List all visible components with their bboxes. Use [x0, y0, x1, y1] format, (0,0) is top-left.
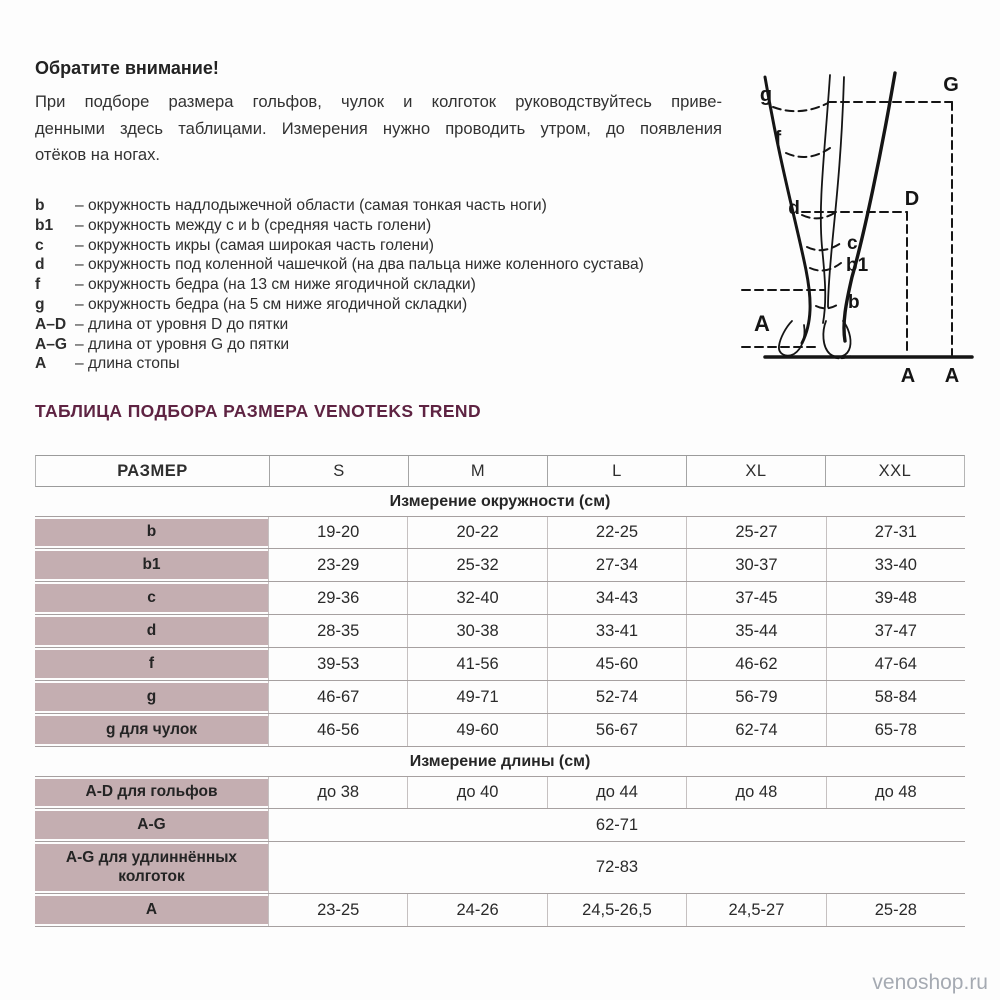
row-header: b1 — [35, 551, 268, 579]
legend-key: b — [35, 197, 45, 214]
row-header-cell — [35, 842, 268, 893]
legend-key: A — [35, 355, 47, 373]
table-title: ТАБЛИЦА ПОДБОРА РАЗМЕРА VENOTEKS TREND — [35, 401, 481, 421]
legend-item — [35, 295, 740, 315]
diagram-label-G: G — [943, 74, 959, 96]
legend-desc: – длина от уровня D до пятки — [75, 315, 289, 333]
legend-item — [35, 216, 740, 236]
diagram-label-A-bottom2: A — [944, 365, 960, 387]
legend-desc: – окружность между с и b (средняя часть голени) — [75, 216, 432, 234]
diagram-label-d: d — [788, 198, 800, 219]
row-header-cell — [35, 714, 268, 746]
table-cell: 27-34 — [547, 549, 686, 581]
header-size-col: M — [408, 456, 547, 486]
table-cell: 41-56 — [407, 648, 546, 680]
legend-key: A–G — [35, 335, 68, 353]
legend-key: g — [35, 295, 45, 313]
legend-key: f — [35, 276, 41, 294]
table-row — [35, 776, 965, 809]
measurement-legend — [35, 196, 740, 374]
table-cell: 39-48 — [826, 582, 965, 614]
table-cell: 19-20 — [268, 517, 407, 548]
legend-item — [35, 275, 740, 295]
legend-item — [35, 315, 740, 335]
table-row — [35, 894, 965, 927]
table-cell: 30-38 — [407, 615, 546, 647]
row-header-cell — [35, 648, 268, 680]
table-row — [35, 648, 965, 681]
legend-key: c — [35, 236, 44, 254]
legend-item — [35, 335, 740, 355]
legend-desc: – окружность икры (самая широкая часть голени) — [75, 236, 434, 254]
row-header: g для чулок — [35, 716, 268, 744]
notice-title: Обратите внимание! — [35, 58, 219, 78]
diagram-label-g: g — [759, 84, 773, 106]
table-cell: 27-31 — [826, 517, 965, 548]
row-header: d — [35, 617, 268, 645]
table-cell: 24-26 — [407, 894, 546, 926]
table-cell: 47-64 — [826, 648, 965, 680]
table-cell: 52-74 — [547, 681, 686, 713]
table-cell: 30-37 — [686, 549, 825, 581]
legend-item — [35, 255, 740, 275]
row-header-cell — [35, 894, 268, 926]
diagram-label-c: c — [847, 233, 858, 254]
table-cell: 24,5-27 — [686, 894, 825, 926]
table-cell: 28-35 — [268, 615, 407, 647]
table-cell: 35-44 — [686, 615, 825, 647]
table-cell: 23-25 — [268, 894, 407, 926]
table-cell: 45-60 — [547, 648, 686, 680]
table-cell: до 48 — [686, 777, 825, 808]
legend-desc: – окружность бедра (на 13 см ниже ягодичной складки) — [75, 276, 476, 294]
diagram-label-A-left: A — [754, 311, 770, 336]
section-label: Измерение длины (см) — [409, 752, 591, 770]
legend-item — [35, 354, 740, 374]
table-cell: до 38 — [268, 777, 407, 808]
legs-drawing — [740, 55, 1000, 395]
row-header: A-D для гольфов — [35, 779, 268, 806]
table-cell: 22-25 — [547, 517, 686, 548]
diagram-label-f: f — [774, 128, 782, 149]
table-cell: 37-47 — [826, 615, 965, 647]
table-cell: 33-41 — [547, 615, 686, 647]
notice-line: денными здесь таблицами. Измерения нужно проводить утром, до появления — [35, 118, 722, 138]
leg-measurement-diagram — [740, 55, 1000, 395]
table-cell: 46-56 — [268, 714, 407, 746]
table-cell: 49-71 — [407, 681, 546, 713]
table-row — [35, 714, 965, 747]
table-cell: 46-67 — [268, 681, 407, 713]
row-header: f — [35, 650, 268, 678]
table-cell: до 48 — [826, 777, 965, 808]
notice-line: отёков на ногах. — [35, 145, 161, 164]
table-cell: 46-62 — [686, 648, 825, 680]
diagram-label-b: b — [848, 292, 860, 313]
table-cell: 25-32 — [407, 549, 546, 581]
table-cell: 25-27 — [686, 517, 825, 548]
row-header-cell — [35, 809, 268, 841]
section-label: Измерение окружности (см) — [389, 492, 611, 510]
row-header-cell — [35, 615, 268, 647]
table-cell: 37-45 — [686, 582, 825, 614]
legend-desc: – окружность под коленной чашечкой (на два пальца ниже коленного сустава) — [75, 256, 644, 274]
diagram-label-D: D — [904, 188, 920, 210]
table-cell-span: 72-83 — [268, 842, 965, 893]
table-cell: 24,5-26,5 — [547, 894, 686, 926]
table-cell: 23-29 — [268, 549, 407, 581]
table-cell: до 44 — [547, 777, 686, 808]
legend-item — [35, 236, 740, 256]
row-header-cell — [35, 549, 268, 581]
diagram-label-b1: b1 — [846, 255, 869, 276]
table-cell: 33-40 — [826, 549, 965, 581]
table-cell: 62-74 — [686, 714, 825, 746]
legend-desc: – окружность бедра (на 5 см ниже ягодичной складки) — [75, 295, 468, 313]
header-size-col: XXL — [825, 456, 964, 486]
table-cell: 25-28 — [826, 894, 965, 926]
table-row — [35, 516, 965, 549]
row-header: g — [35, 683, 268, 711]
table-cell: 32-40 — [407, 582, 546, 614]
table-row — [35, 582, 965, 615]
table-row — [35, 681, 965, 714]
row-header-cell — [35, 582, 268, 614]
header-size-col: XL — [686, 456, 825, 486]
table-cell: 56-79 — [686, 681, 825, 713]
table-cell: до 40 — [407, 777, 546, 808]
table-cell: 20-22 — [407, 517, 546, 548]
table-cell: 56-67 — [547, 714, 686, 746]
notice-line: При подборе размера гольфов, чулок и колготок руководствуйтесь приве- — [35, 92, 722, 111]
table-cell: 29-36 — [268, 582, 407, 614]
row-header: A-G — [35, 811, 268, 839]
table-cell: 34-43 — [547, 582, 686, 614]
table-row — [35, 842, 965, 894]
header-size-col: S — [269, 456, 408, 486]
row-header: c — [35, 584, 268, 612]
table-cell: 39-53 — [268, 648, 407, 680]
row-header-cell — [35, 777, 268, 808]
legend-desc: – длина от уровня G до пятки — [75, 335, 290, 353]
diagram-label-A-bottom1: A — [900, 365, 916, 387]
legend-desc: – окружность надлодыжечной области (самая тонкая часть ноги) — [75, 197, 547, 214]
legend-key: d — [35, 256, 45, 274]
table-cell: 58-84 — [826, 681, 965, 713]
table-row — [35, 549, 965, 582]
header-size-label: РАЗМЕР — [117, 461, 188, 480]
legend-key: b1 — [35, 216, 54, 234]
table-cell: 49-60 — [407, 714, 546, 746]
row-header: A-G для удлиннённых колготок — [35, 844, 268, 891]
header-size-col: L — [547, 456, 686, 486]
row-header: b — [35, 519, 268, 546]
row-header-cell — [35, 681, 268, 713]
watermark: venoshop.ru — [872, 971, 988, 994]
table-cell-span: 62-71 — [268, 809, 965, 841]
row-header: А — [35, 896, 268, 924]
notice-block — [35, 58, 722, 169]
row-header-cell — [35, 517, 268, 548]
size-table — [35, 455, 965, 927]
table-cell: 65-78 — [826, 714, 965, 746]
legend-desc: – длина стопы — [75, 355, 180, 373]
legend-item — [35, 196, 740, 216]
legend-key: A–D — [35, 315, 67, 333]
table-header-row — [35, 455, 965, 487]
table-row — [35, 809, 965, 842]
table-row — [35, 615, 965, 648]
